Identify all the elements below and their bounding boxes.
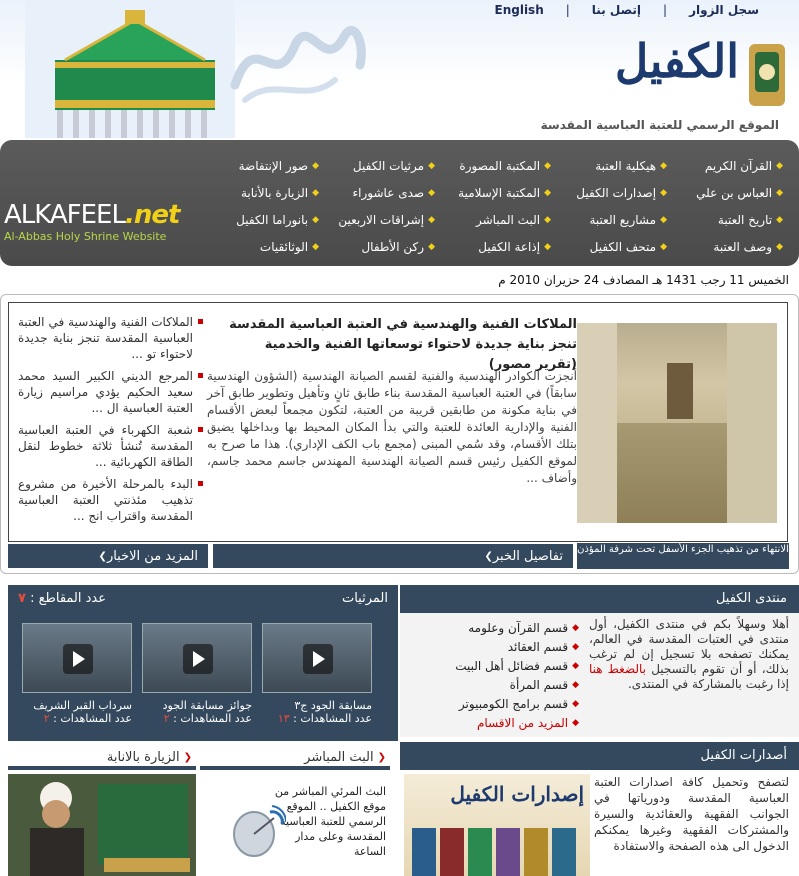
nav-item[interactable]: ◆ البث المباشر	[475, 212, 551, 227]
arrow-icon: ◆	[776, 160, 783, 171]
site-subtitle: الموقع الرسمي للعتبة العباسية المقدسة	[540, 118, 779, 132]
brand[interactable]	[4, 200, 179, 243]
more-news-button[interactable]	[8, 544, 208, 568]
arrow-icon: ◆	[776, 187, 783, 198]
visit-photo	[8, 774, 196, 876]
brand-tagline: Al-Abbas Holy Shrine Website	[4, 230, 167, 243]
arrow-icon: ◆	[544, 160, 551, 171]
nav-item[interactable]: ◆ المكتبة المصورة	[459, 158, 551, 173]
arrow-icon: ◆	[572, 680, 579, 690]
arrow-icon: ◆	[312, 241, 319, 252]
arrow-icon: ◆	[572, 623, 579, 633]
nav-item[interactable]: ◆ الوثائقيات	[259, 239, 319, 254]
videos-title: المرثيات	[341, 591, 388, 606]
forum-title: منتدى الكفيل	[400, 585, 799, 613]
arrow-icon: ◆	[572, 661, 579, 671]
news-image[interactable]	[577, 323, 777, 523]
satellite-dish-icon	[230, 804, 286, 864]
arrow-icon: ◆	[312, 187, 319, 198]
nav-item[interactable]: ◆ إشراقات الاربعين	[338, 212, 435, 227]
nav-item[interactable]: ◆ تاريخ العتبة	[717, 212, 783, 227]
arrow-icon: ◆	[776, 214, 783, 225]
book-cover	[440, 828, 464, 876]
separator: |	[663, 3, 668, 17]
calligraphy-watermark	[215, 5, 375, 115]
arrow-icon: ◆	[428, 241, 435, 252]
arrow-icon: ◆	[660, 241, 667, 252]
nav-item[interactable]: ◆ العباس بن علي	[696, 185, 783, 200]
video-title[interactable]: مسابقة الجود ج٣	[294, 699, 372, 712]
visit-image[interactable]	[8, 774, 196, 876]
arrow-icon: ◆	[572, 699, 579, 709]
nav-item[interactable]: ◆ مرثيات الكفيل	[352, 158, 435, 173]
video-views: عدد المشاهدات : ٢	[43, 712, 132, 725]
nav-item[interactable]: ◆ ركن الأطفال	[361, 239, 435, 254]
main-nav	[0, 140, 799, 266]
book-cover	[468, 828, 492, 876]
register-link[interactable]: بالضغط هنا	[589, 662, 647, 676]
video-views: عدد المشاهدات : ٢	[163, 712, 252, 725]
forum-text: أهلا وسهلاً بكم في منتدى الكفيل، أول منتدى في العتبات المقدسة في العالم، يمكنك تصفحه بلا تسجيل إن لم ترغب بذلك، أو أن تقوم بالتسجيل بالضغط هنا إذا رغبت بالمشاركة في المنتدى.	[589, 617, 789, 691]
video-thumbnail[interactable]	[262, 623, 372, 693]
video-views: عدد المشاهدات : ١٣	[277, 712, 372, 725]
news-headline[interactable]: الملاكات الفنية والهندسية في العتبة العباسية المقدسة تنجز بناية جديدة لاحتواء توسعاتها الفنية والخدمية (تقرير مصور)	[229, 317, 577, 372]
arrow-icon: ◆	[544, 187, 551, 198]
visit-header[interactable]: ❮ الزيارة بالانابة	[8, 748, 196, 770]
forum-section-link[interactable]: ◆ قسم برامج الكومبيوتر	[404, 695, 579, 714]
nav-item[interactable]: ◆ بانوراما الكفيل	[236, 212, 319, 227]
nav-item[interactable]: ◆ الزيارة بالأنابة	[240, 185, 319, 200]
publications-banner-label: إصدارات الكفيل	[450, 782, 584, 806]
nav-item[interactable]: ◆ القرآن الكريم	[704, 158, 783, 173]
play-icon[interactable]	[183, 644, 213, 674]
videos-count: عدد المقاطع : ٧	[18, 591, 106, 606]
arrow-icon: ◆	[572, 718, 579, 728]
side-news-item[interactable]: شعبة الكهرباء في العتبة العباسية المقدسة تُنشأ ثلاثة خطوط لنقل الطاقة الكهربائية ...	[18, 422, 203, 470]
arrow-icon: ◆	[428, 214, 435, 225]
arrow-icon: ◆	[660, 160, 667, 171]
brand-name: ALKAFEEL.net	[4, 200, 180, 230]
book-cover	[524, 828, 548, 876]
publications-box	[400, 742, 799, 876]
book-cover	[496, 828, 520, 876]
side-news-item[interactable]: البدء بالمرحلة الأخيرة من مشروع تذهيب مئذنتي العتبة العباسية المقدسة واقتراب انج ...	[18, 476, 203, 524]
chevron-left-icon: ❯	[98, 550, 107, 562]
nav-item[interactable]: ◆ وصف العتبة	[713, 239, 783, 254]
publications-title: أصدارات الكفيل	[400, 742, 799, 770]
arrow-icon: ◆	[428, 160, 435, 171]
book-cover	[552, 828, 576, 876]
nav-item[interactable]: ◆ المكتبة الإسلامية	[458, 185, 551, 200]
header	[0, 0, 799, 140]
hand-emblem-icon[interactable]	[747, 42, 787, 108]
arrow-icon: ◆	[312, 160, 319, 171]
site-logo[interactable]: الكفيل	[614, 34, 739, 88]
arrow-icon: ◆	[660, 187, 667, 198]
more-news-label: المزيد من الاخبار	[106, 548, 198, 564]
video-thumbnail[interactable]	[142, 623, 252, 693]
video-item[interactable]	[262, 623, 380, 725]
arrow-icon: ◆	[312, 214, 319, 225]
side-news-list	[18, 314, 203, 530]
side-news-item[interactable]: الملاكات الفنية والهندسية في العتبة العباسية المقدسة تنجز بناية جديدة لاحتواء تو ...	[18, 314, 203, 362]
chevron-left-icon: ❮	[183, 751, 192, 763]
video-item[interactable]	[142, 623, 260, 725]
videos-box	[8, 585, 398, 741]
forum-section-link[interactable]: ◆ قسم فضائل أهل البيت	[404, 657, 579, 676]
nav-item[interactable]: ◆ متحف الكفيل	[589, 239, 667, 254]
contact-link[interactable]: إتصل بنا	[591, 3, 642, 17]
arrow-icon: ◆	[776, 241, 783, 252]
nav-item[interactable]: ◆ مشاريع العتبة	[589, 212, 667, 227]
video-item[interactable]	[22, 623, 140, 725]
arrow-icon: ◆	[544, 241, 551, 252]
nav-item[interactable]: ◆ إصدارات الكفيل	[576, 185, 667, 200]
publications-banner[interactable]	[404, 774, 590, 876]
nav-item[interactable]: ◆ هيكلية العتبة	[595, 158, 667, 173]
image-caption: الانتهاء من تذهيب الجزء الأسفل تحت شرفة المؤذن	[577, 543, 789, 569]
arrow-icon: ◆	[428, 187, 435, 198]
book-cover	[412, 828, 436, 876]
nav-grid	[203, 152, 783, 260]
arrow-icon: ◆	[544, 214, 551, 225]
play-icon[interactable]	[63, 644, 93, 674]
english-link[interactable]: English	[494, 3, 544, 17]
forum-sections	[404, 619, 579, 733]
chevron-left-icon: ❯	[484, 550, 493, 562]
live-text: البث المرئي المباشر من موقع الكفيل .. الموقع الرسمي للعتبة العباسية المقدسة وعلى مدار الساعة	[274, 785, 386, 858]
separator: |	[565, 3, 570, 17]
play-icon[interactable]	[303, 644, 333, 674]
side-news-item[interactable]: المرجع الديني الكبير السيد محمد سعيد الحكيم يؤدي مراسيم زيارة العتبة العباسية ال ...	[18, 368, 203, 416]
nav-item[interactable]: ◆ صدى عاشوراء	[352, 185, 435, 200]
nav-item[interactable]: ◆ إذاعة الكفيل	[478, 239, 551, 254]
more-sections-link[interactable]: ◆ المزيد من الاقسام	[404, 714, 579, 733]
forum-section-link[interactable]: ◆ قسم العقائد	[404, 638, 579, 657]
live-header[interactable]: ❮ البث المباشر	[200, 748, 390, 770]
forum-box	[400, 585, 799, 737]
news-details-button[interactable]	[213, 544, 573, 568]
nav-item[interactable]: ◆ صور الإنتفاضة	[238, 158, 319, 173]
news-lead: أنجزت الكوادر الهندسية والفنية لقسم الصيانة الهندسية (الشؤون الهندسية سابقاً) في العتبة العباسية المقدسة بناء طابق ثانٍ وتأهيل وتطوير طابق آخر في بناية مكونة من طابقين قريبة من العتبة، لتكون مجمعاً لبعض الأقسام الفنية والإدارية العائدة للعتبة والتي بدأ المكان المحيط بها وبداخلها يضيق بتلك الأقسام، وقد سُمي المبنى (مجمع باب الكف الإداري). هذا ما صرح به لموقع الكفيل رئيس قسم الصيانة الهندسية المهندس جاسم محمد جاسم، وأضاف ...	[207, 369, 577, 485]
shrine-image	[25, 0, 235, 138]
video-thumbnail[interactable]	[22, 623, 132, 693]
chevron-left-icon: ❮	[377, 751, 386, 763]
forum-section-link[interactable]: ◆ قسم القرآن وعلومه	[404, 619, 579, 638]
arrow-icon: ◆	[572, 642, 579, 652]
date-line: الخميس 11 رجب 1431 هـ المصادف 24 حزيران 2010 م	[498, 273, 789, 287]
video-title[interactable]: جوائز مسابقة الجود	[162, 699, 252, 712]
details-label: تفاصيل الخبر	[492, 548, 563, 564]
arrow-icon: ◆	[660, 214, 667, 225]
forum-section-link[interactable]: ◆ قسم المرأة	[404, 676, 579, 695]
top-links	[495, 3, 760, 17]
video-title[interactable]: سرداب القبر الشريف	[33, 699, 132, 712]
guestbook-link[interactable]: سجل الزوار	[689, 3, 759, 17]
publications-text: لتصفح وتحميل كافة اصدارات العتبة العباسية المقدسة ودورياتها في الجوانب الفقهية والعقائدية والسيرة والمشتركات الفقهية وغيرها يمكنكم الدخول الى هذه الصفحة والاستفادة	[594, 775, 789, 853]
live-stream-box[interactable]	[202, 774, 390, 876]
